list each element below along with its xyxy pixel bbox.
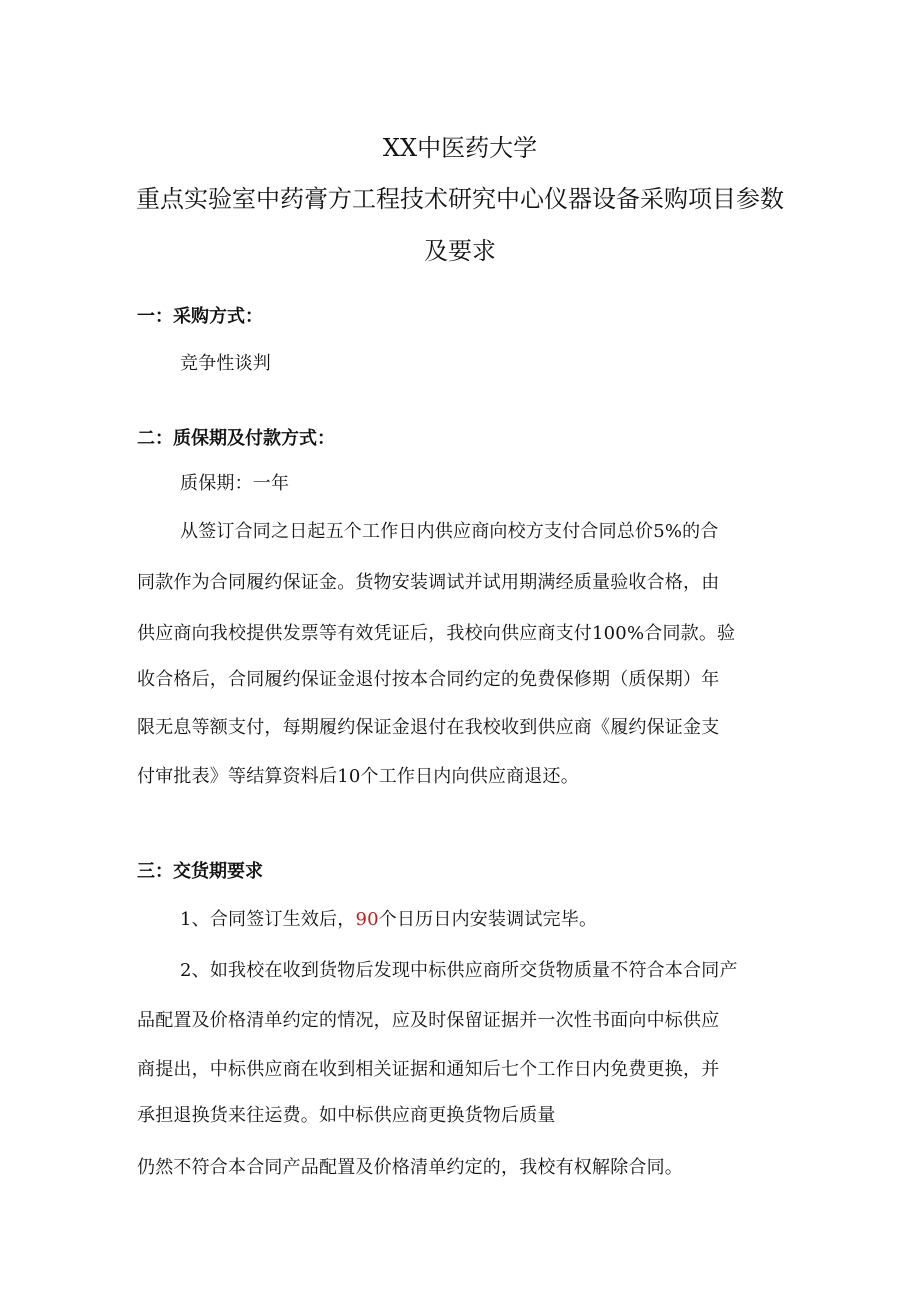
payment-paragraph-line: 限无息等额支付，每期履约保证金退付在我校收到供应商《履约保证金支 xyxy=(137,717,720,738)
payment-paragraph-line: 付审批表》等结算资料后10个工作日内向供应商退还。 xyxy=(137,766,579,787)
document-title-project: 重点实验室中药膏方工程技术研究中心仪器设备采购项目参数 xyxy=(136,185,784,213)
payment-paragraph-line: 同款作为合同履约保证金。货物安装调试并试用期满经质量验收合格，由 xyxy=(137,572,720,593)
delivery-item-2-line: 2、如我校在收到货物后发现中标供应商所交货物质量不符合本合同产 xyxy=(180,960,738,981)
delivery-item-2-line: 品配置及价格清单约定的情况，应及时保留证据并一次性书面向中标供应 xyxy=(137,1010,720,1031)
delivery-item-2-line: 承担退换货来往运费。如中标供应商更换货物后质量 xyxy=(137,1105,556,1126)
warranty-period: 质保期：一年 xyxy=(180,473,290,494)
delivery-item-2-line: 仍然不符合本合同产品配置及价格清单约定的，我校有权解除合同。 xyxy=(137,1157,683,1178)
delivery-item-1-suffix: 个日历日内安装调试完毕。 xyxy=(378,909,598,930)
document-title-university: XX中医药大学 xyxy=(382,134,538,162)
payment-paragraph-line: 收合格后，合同履约保证金退付按本合同约定的免费保修期（质保期）年 xyxy=(137,669,720,690)
delivery-item-1-prefix: 1、合同签订生效后， xyxy=(180,909,356,930)
payment-paragraph-line: 从签订合同之日起五个工作日内供应商向校方支付合同总价5%的合 xyxy=(180,521,719,542)
section-heading-delivery: 三：交货期要求 xyxy=(137,861,263,882)
procurement-method-value: 竞争性谈判 xyxy=(180,353,271,374)
delivery-item-2-line: 商提出，中标供应商在收到相关证据和通知后七个工作日内免费更换，并 xyxy=(137,1059,720,1080)
document-title-project-cont: 及要求 xyxy=(424,237,496,265)
section-heading-procurement-method: 一：采购方式： xyxy=(137,306,263,327)
payment-paragraph-line: 供应商向我校提供发票等有效凭证后，我校向供应商支付100%合同款。验 xyxy=(137,623,736,644)
delivery-item-1 xyxy=(180,905,597,931)
section-heading-warranty-payment: 二：质保期及付款方式： xyxy=(137,428,335,449)
delivery-days-value: 90 xyxy=(355,909,379,930)
